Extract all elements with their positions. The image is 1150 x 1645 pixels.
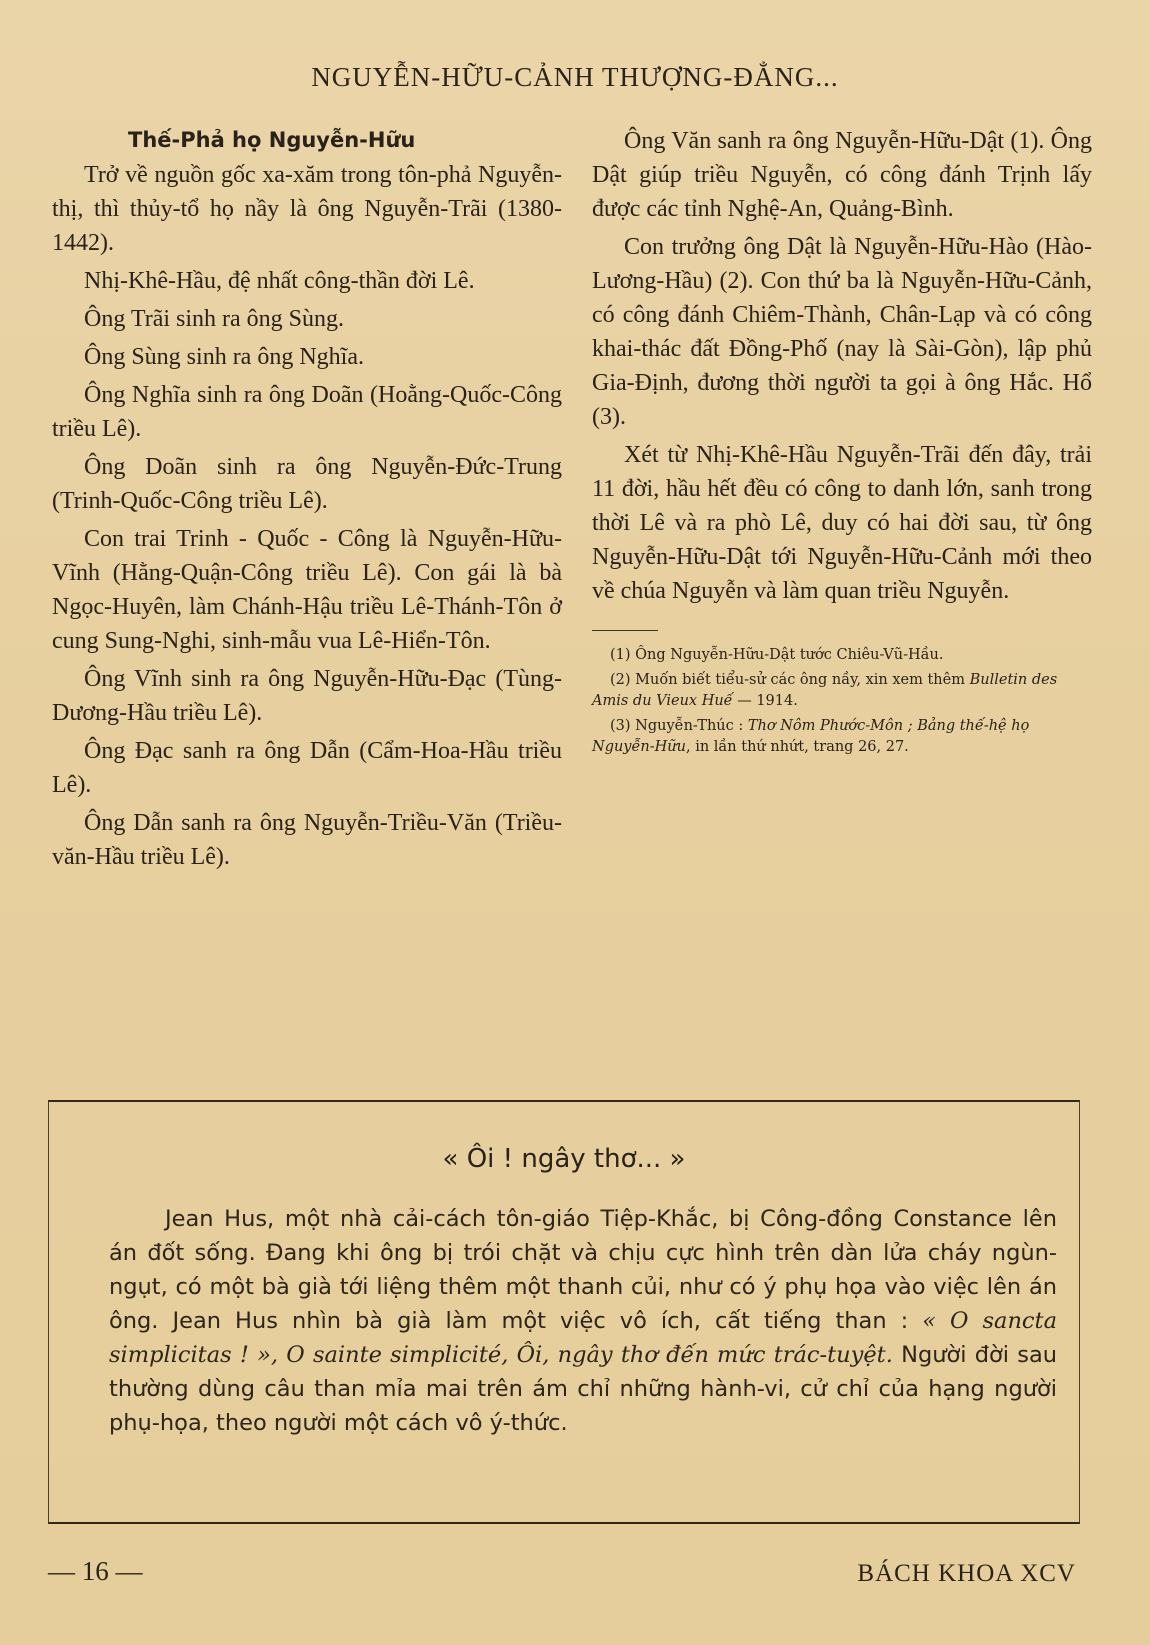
boxed-note bbox=[48, 1100, 1080, 1524]
boxed-note-body-start: Jean Hus, một nhà cải-cách tôn-giáo Tiệp-Khắc, bị Công-đồng Constance lên án đốt sống. Đang khi ông bị trói chặt và chịu cực hình trên dàn lửa cháy ngùn-ngụt, có một bà già tới liệng thêm một thanh củi, như có ý phụ họa vào việc lên án ông. Jean Hus nhìn bà già làm một việc vô ích, cất tiếng than : bbox=[109, 1206, 1057, 1334]
boxed-note-title: « Ôi ! ngây thơ... » bbox=[442, 1144, 686, 1174]
footnote-2-italic: Bulletin des Amis du Vieux Huế bbox=[592, 672, 1058, 709]
page-number: — 16 — bbox=[48, 1556, 143, 1586]
footnote-3 bbox=[592, 716, 1092, 758]
footnotes bbox=[592, 645, 1092, 758]
right-column bbox=[592, 124, 1092, 762]
footnote-divider bbox=[592, 630, 658, 631]
paragraph: Ông Vĩnh sinh ra ông Nguyễn-Hữu-Đạc (Tùng-Dương-Hầu triều Lê). bbox=[52, 666, 562, 726]
paragraph: Nhị-Khê-Hầu, đệ nhất công-thần đời Lê. bbox=[84, 268, 475, 294]
footnote-3-text: (3) Nguyễn-Thúc : bbox=[610, 718, 748, 734]
footnote-2-tail: — 1914. bbox=[732, 693, 798, 709]
paragraph: Ông Đạc sanh ra ông Dẫn (Cẩm-Hoa-Hầu triều Lê). bbox=[52, 738, 562, 798]
journal-title: BÁCH KHOA XCV bbox=[857, 1560, 1076, 1587]
footnote-2-text: (2) Muốn biết tiểu-sử các ông nầy, xin xem thêm bbox=[610, 672, 970, 688]
paragraph: Ông Sùng sinh ra ông Nghĩa. bbox=[84, 344, 364, 370]
paragraph: Ông Trãi sinh ra ông Sùng. bbox=[84, 306, 345, 332]
paragraph: Ông Nghĩa sinh ra ông Doãn (Hoằng-Quốc-Công triều Lê). bbox=[52, 382, 562, 442]
footnote-3-italic: Thơ Nôm Phước-Môn ; Bảng thế-hệ họ Nguyễn-Hữu bbox=[592, 718, 1030, 755]
paragraph: Con trai Trinh - Quốc - Công là Nguyễn-Hữu-Vĩnh (Hằng-Quận-Công triều Lê). Con gái là bà Ngọc-Huyên, làm Chánh-Hậu triều Lê-Thánh-Tôn ở cung Sung-Nghi, sinh-mẫu vua Lê-Hiển-Tôn. bbox=[52, 526, 562, 654]
paragraph: Ông Dẫn sanh ra ông Nguyễn-Triều-Văn (Triều-văn-Hầu triều Lê). bbox=[52, 810, 562, 870]
footnote-1: (1) Ông Nguyễn-Hữu-Dật tước Chiêu-Vũ-Hầu. bbox=[610, 647, 944, 663]
paragraph: Trở về nguồn gốc xa-xăm trong tôn-phả Nguyễn-thị, thì thủy-tổ họ nầy là ông Nguyễn-Trãi (1380-1442). bbox=[52, 162, 562, 256]
footnote-2 bbox=[592, 670, 1092, 712]
paragraph: Xét từ Nhị-Khê-Hầu Nguyễn-Trãi đến đây, trải 11 đời, hầu hết đều có công to danh lớn, sanh trong thời Lê và ra phò Lê, duy có hai đời sau, từ ông Nguyễn-Hữu-Dật tới Nguyễn-Hữu-Cảnh mới theo về chúa Nguyễn và làm quan triều Nguyễn. bbox=[592, 442, 1092, 604]
boxed-note-quote: « O sancta simplicitas ! », O sainte simplicité, Ôi, ngây thơ đến mức trác-tuyệt. bbox=[109, 1308, 1057, 1368]
section-title: Thế-Phả họ Nguyễn-Hữu bbox=[128, 128, 416, 152]
boxed-note-body bbox=[109, 1202, 1057, 1440]
paragraph: Con trưởng ông Dật là Nguyễn-Hữu-Hào (Hào-Lương-Hầu) (2). Con thứ ba là Nguyễn-Hữu-Cảnh, có công đánh Chiêm-Thành, Chân-Lạp và có công khai-thác đất Đồng-Phố (nay là Sài-Gòn), lập phủ Gia-Định, đương thời người ta gọi à ông Hắc. Hổ (3). bbox=[592, 234, 1092, 430]
paragraph: Ông Doãn sinh ra ông Nguyễn-Đức-Trung (Trinh-Quốc-Công triều Lê). bbox=[52, 454, 562, 514]
left-column bbox=[52, 124, 562, 878]
paragraph: Ông Văn sanh ra ông Nguyễn-Hữu-Dật (1). Ông Dật giúp triều Nguyễn, có công đánh Trịnh lấy được các tỉnh Nghệ-An, Quảng-Bình. bbox=[592, 128, 1092, 222]
boxed-note-body-end: Người đời sau thường dùng câu than mỉa mai trên ám chỉ những hành-vi, cử chỉ của hạng người phụ-họa, theo người một cách vô ý-thức. bbox=[109, 1342, 1058, 1436]
footnote-3-tail: , in lần thứ nhứt, trang 26, 27. bbox=[685, 739, 909, 755]
running-title: NGUYỄN-HỮU-CẢNH THƯỢNG-ĐẲNG... bbox=[311, 62, 839, 92]
